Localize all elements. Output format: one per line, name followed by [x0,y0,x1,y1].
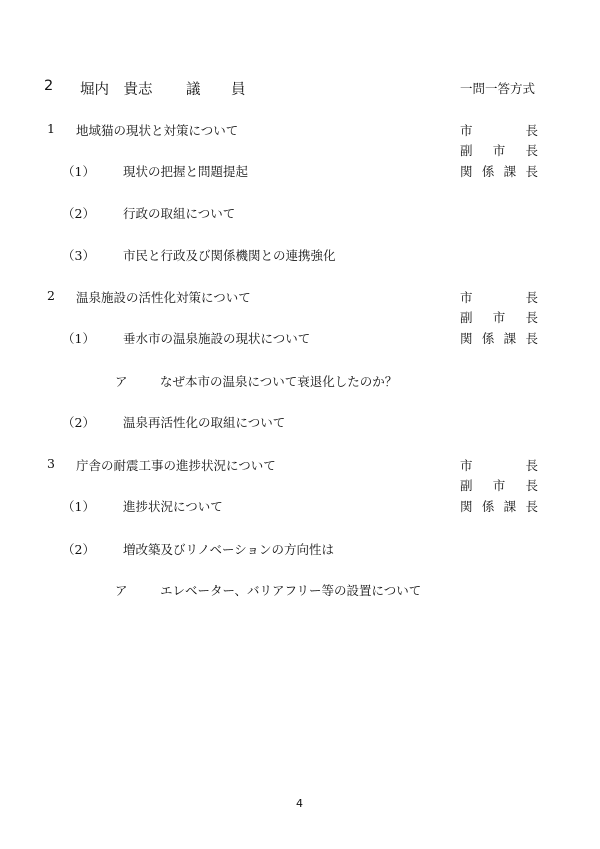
question-format: 一問一答方式 [460,81,536,96]
topic-1-sub-3-number: （3） [62,248,95,263]
topic-1-respondent-3: 関 係 課 長 [460,164,538,179]
topic-1-respondent-2: 副 市 長 [460,143,538,158]
topic-2-number: 2 [47,288,55,303]
topic-2-respondent-2: 副 市 長 [460,310,538,325]
topic-1-sub-1-text: 現状の把握と問題提起 [123,164,249,179]
topic-2-sub-1-text: 垂水市の温泉施設の現状について [123,331,311,346]
topic-3-sub-1-text: 進捗状況について [123,499,223,514]
topic-3-sub-2-text: 増改築及びリノベーションの方向性は [123,542,335,557]
topic-2-sub-2-text: 温泉再活性化の取組について [123,415,286,430]
topic-2-sub-1-item-label: ア [115,374,128,389]
topic-1-sub-2-number: （2） [62,206,95,221]
topic-2-respondent-3: 関 係 課 長 [460,331,538,346]
topic-2-sub-1-number: （1） [62,331,95,346]
topic-3-sub-2-number: （2） [62,542,95,557]
topic-2-sub-1-item-text: なぜ本市の温泉について衰退化したのか？ [160,374,398,389]
topic-3-title: 庁舎の耐震工事の進捗状況について [76,458,276,473]
topic-3-respondent-1: 市 長 [460,458,538,473]
topic-1-sub-3-text: 市民と行政及び関係機関との連携強化 [123,248,336,263]
member-name: 堀内 貴志 [80,82,153,98]
topic-1-sub-2-text: 行政の取組について [123,206,236,221]
topic-1-sub-1-number: （1） [62,164,95,179]
topic-1-number: 1 [47,121,55,136]
topic-2-sub-2-number: （2） [62,415,95,430]
topic-3-sub-2-item-label: ア [115,583,128,598]
topic-2-title: 温泉施設の活性化対策について [76,290,251,305]
page-number: 4 [296,797,303,810]
topic-3-respondent-2: 副 市 長 [460,478,538,493]
topic-3-number: 3 [47,456,55,471]
member-role: 議 員 [186,82,254,98]
topic-3-sub-2-item-text: エレベーター、バリアフリー等の設置について [160,583,422,598]
topic-3-respondent-3: 関 係 課 長 [460,499,538,514]
topic-1-respondent-1: 市 長 [460,123,538,138]
topic-3-sub-1-number: （1） [62,499,95,514]
topic-1-title: 地域猫の現状と対策について [76,123,239,138]
topic-2-respondent-1: 市 長 [460,290,538,305]
member-number: 2 [44,78,54,94]
